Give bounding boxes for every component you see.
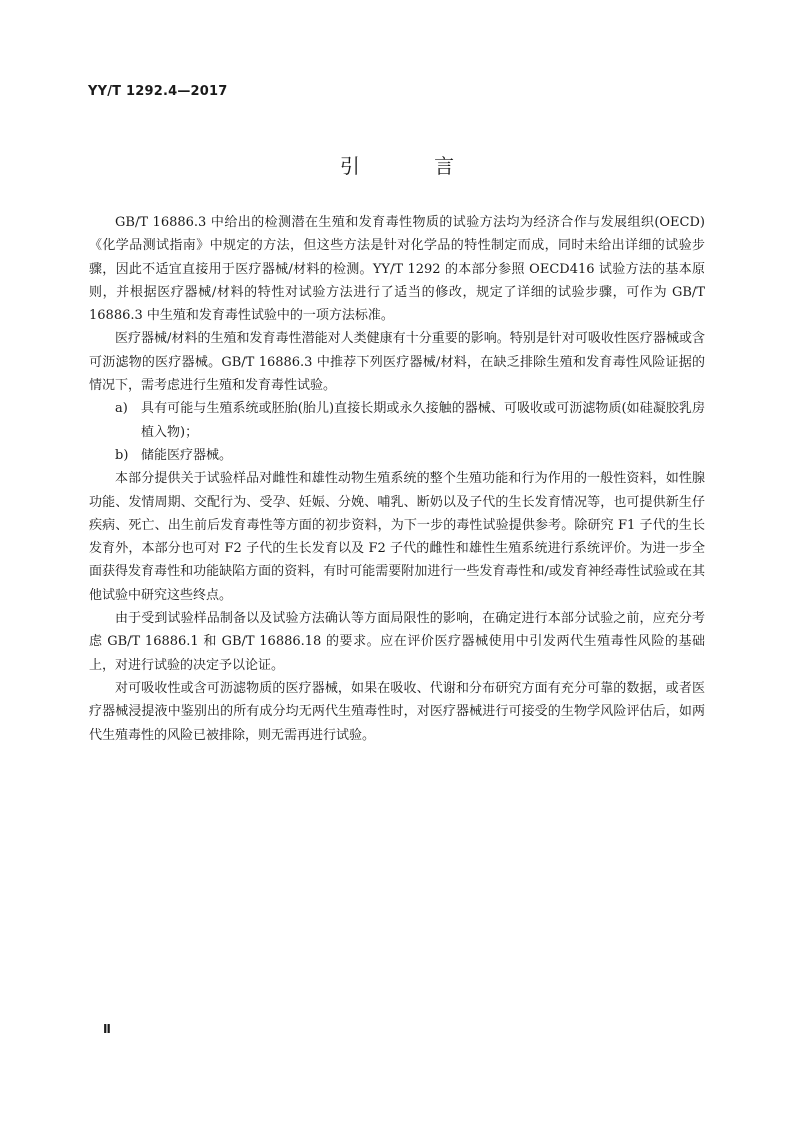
intro-paragraph-2: 医疗器械/材料的生殖和发育毒性潜能对人类健康有十分重要的影响。特别是针对可吸收性医疗器械或含可沥滤物的医疗器械。GB/T 16886.3 中推荐下列医疗器械/材料，在缺乏排除生殖和发育毒性风险证据的情况下，需考虑进行生殖和发育毒性试验。 <box>89 331 705 394</box>
intro-paragraph-1: GB/T 16886.3 中给出的检测潜在生殖和发育毒性物质的试验方法均为经济合作与发展组织(OECD)《化学品测试指南》中规定的方法，但这些方法是针对化学品的特性制定而成，同时未给出详细的试验步骤，因此不适宜直接用于医疗器械/材料的检测。YY/T 1292 的本部分参照 OECD416 试验方法的基本原则，并根据医疗器械/材料的特性对试验方法进行了适当的修改，规定了详细的试验步骤，可作为 GB/T 16886.3 中生殖和发育毒性试验中的一项方法标准。 <box>89 215 705 324</box>
standard-code-header: YY/T 1292.4—2017 <box>88 84 228 99</box>
list-marker-b: b) <box>115 447 129 463</box>
page-title: 引 言 <box>339 154 489 178</box>
list-text-b: 储能医疗器械。 <box>141 447 233 463</box>
page-number: Ⅱ <box>103 1022 111 1036</box>
list-item-a <box>89 397 705 444</box>
intro-paragraph-3: 本部分提供关于试验样品对雌性和雄性动物生殖系统的整个生殖功能和行为作用的一般性资料，如性腺功能、发情周期、交配行为、受孕、妊娠、分娩、哺乳、断奶以及子代的生长发育情况等，也可提供新生仔疾病、死亡、出生前后发育毒性等方面的初步资料，为下一步的毒性试验提供参考。除研究 F1 子代的生长发育外，本部分也可对 F2 子代的生长发育以及 F2 子代的雌性和雄性生殖系统进行系统评价。为进一步全面获得发育毒性和功能缺陷方面的资料，有时可能需要附加进行一些发育毒性和/或发育神经毒性试验或在其他试验中研究这些终点。 <box>89 471 705 603</box>
list-text-a: 具有可能与生殖系统或胚胎(胎儿)直接长期或永久接触的器械、可吸收或可沥滤物质(如硅凝胶乳房植入物)； <box>141 401 705 440</box>
intro-paragraph-5: 对可吸收性或含可沥滤物质的医疗器械，如果在吸收、代谢和分布研究方面有充分可靠的数据，或者医疗器械浸提液中鉴别出的所有成分均无两代生殖毒性时，对医疗器械进行可接受的生物学风险评估后，如两代生殖毒性的风险已被排除，则无需再进行试验。 <box>89 680 705 743</box>
intro-paragraph-4: 由于受到试验样品制备以及试验方法确认等方面局限性的影响，在确定进行本部分试验之前，应充分考虑 GB/T 16886.1 和 GB/T 16886.18 的要求。应在评价医疗器械使用中引发两代生殖毒性风险的基础上，对进行试验的决定予以论证。 <box>89 611 705 673</box>
list-item-b <box>89 444 705 467</box>
list-marker-a: a) <box>115 401 128 417</box>
document-body <box>89 211 705 747</box>
